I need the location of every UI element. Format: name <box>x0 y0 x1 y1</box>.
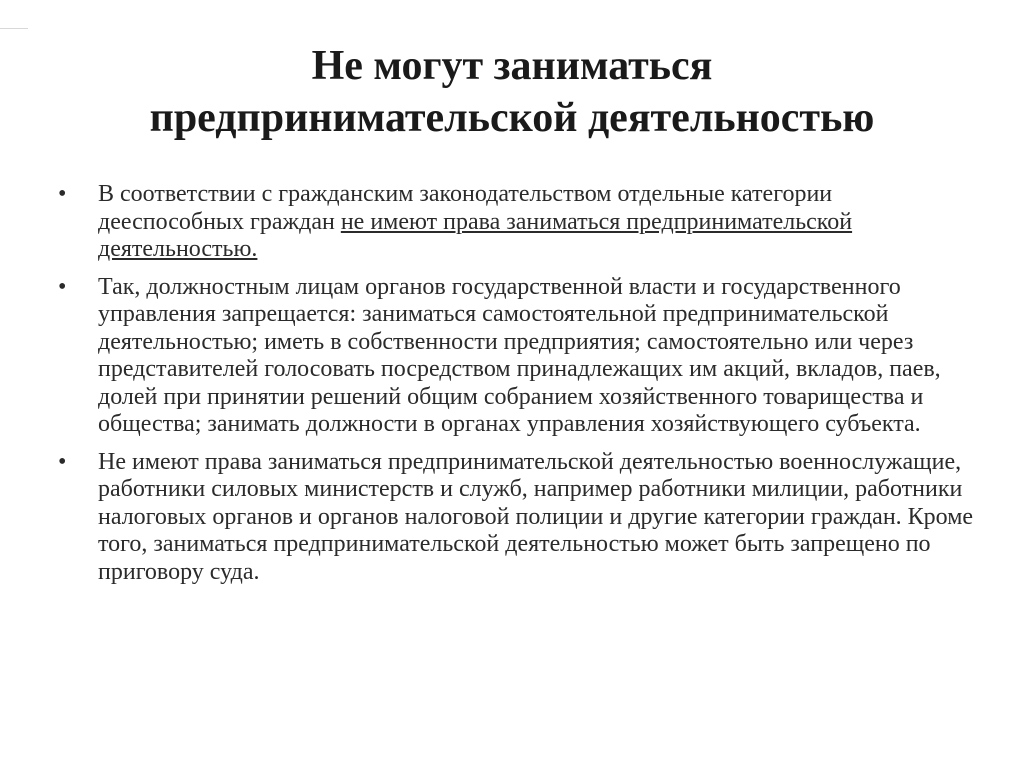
bullet-item-3 <box>54 449 984 587</box>
slide-title <box>60 40 964 144</box>
bullet-list <box>54 181 984 596</box>
bullet-1-text: В соответствии с гражданским законодательством отдельные категории дееспособных граждан <box>98 181 833 235</box>
bullet-item-2 <box>54 274 984 439</box>
bullet-3-text: Не имеют права заниматься предпринимательской деятельностью военнослужащие, работники силовых министерств и служб, например работники милиции, работники налоговых органов и органов налоговой полиции и другие категории граждан. Кроме того, заниматься предпринимательской деятельностью может быть запрещено по приговору суда. <box>98 448 974 585</box>
bullet-icon: • <box>58 273 67 300</box>
bullet-1-underlined-text: не имеют права заниматься предпринимательской деятельностью. <box>98 208 853 262</box>
bullet-2-text: Так, должностным лицам органов государственной власти и государственного управления запрещается: заниматься самостоятельной предпринимательской деятельностью; иметь в собственности предприятия; самостоятельно или через представителей голосовать посредством принадлежащих им акций, вкладов, паев, долей при принятии решений общим собранием хозяйственного товарищества и общества; занимать должности в органах управления хозяйствующего субъекта. <box>98 273 941 437</box>
slide-title-line-1: Не могут заниматься <box>311 43 713 89</box>
slide-title-line-2: предпринимательской деятельностью <box>149 95 875 141</box>
bullet-item-1 <box>54 181 984 264</box>
bullet-icon: • <box>58 181 67 207</box>
corner-accent-line <box>0 28 28 29</box>
bullet-icon: • <box>58 448 67 475</box>
